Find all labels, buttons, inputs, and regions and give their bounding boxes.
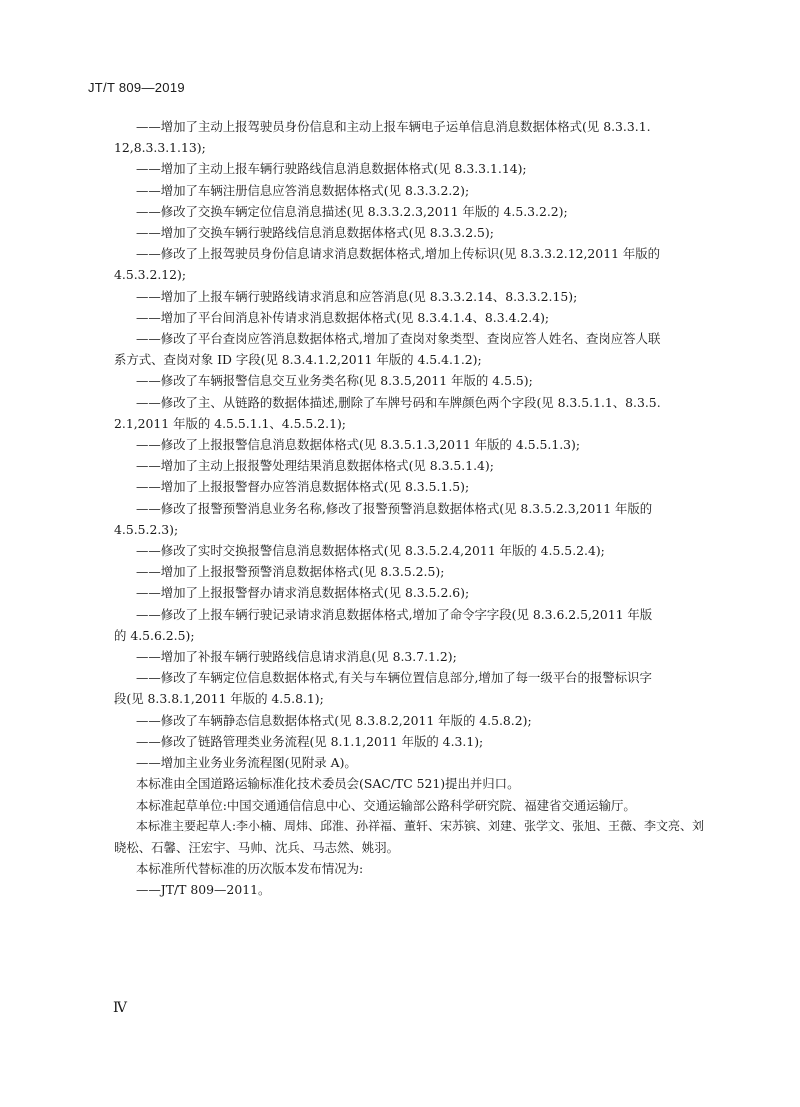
text-line: ——修改了报警预警消息业务名称,修改了报警预警消息数据体格式(见 8.3.5.2.3,2011 年版的 bbox=[136, 500, 653, 516]
text-line: ——修改了链路管理类业务流程(见 8.1.1,2011 年版的 4.3.1); bbox=[136, 733, 484, 749]
text-line: 本标准所代替标准的历次版本发布情况为: bbox=[136, 861, 364, 877]
text-line: ——增加了主动上报车辆行驶路线信息消息数据体格式(见 8.3.3.1.14); bbox=[136, 161, 527, 177]
text-line: ——增加了主动上报驾驶员身份信息和主动上报车辆电子运单信息消息数据体格式(见 8.3.3.1. bbox=[136, 119, 651, 134]
text-line: ——修改了平台查岗应答消息数据体格式,增加了查岗对象类型、查岗应答人姓名、查岗应答人联 bbox=[136, 331, 661, 347]
text-line: ——增加了上报报警预警消息数据体格式(见 8.3.5.2.5); bbox=[136, 564, 445, 580]
text-line: 4.5.3.2.12); bbox=[114, 267, 187, 283]
text-line: ——修改了车辆定位信息数据体格式,有关与车辆位置信息部分,增加了每一级平台的报警标识字 bbox=[136, 670, 652, 686]
text-line: ——增加了上报报警督办应答消息数据体格式(见 8.3.5.1.5); bbox=[136, 479, 470, 495]
text-line: 4.5.5.2.3); bbox=[114, 521, 179, 537]
text-line: ——增加了补报车辆行驶路线信息请求消息(见 8.3.7.1.2); bbox=[136, 649, 457, 665]
text-line: 本标准主要起草人:李小楠、周炜、邱淮、孙祥福、董轩、宋苏镔、刘建、张学文、张旭、王薇、李文亮、刘 bbox=[136, 818, 705, 833]
text-line: 系方式、查岗对象 ID 字段(见 8.3.4.1.2,2011 年版的 4.5.4.1.2); bbox=[114, 352, 482, 368]
document-body bbox=[114, 116, 704, 901]
text-line: 本标准由全国道路运输标准化技术委员会(SAC/TC 521)提出并归口。 bbox=[136, 776, 520, 792]
text-line: ——修改了上报车辆行驶记录请求消息数据体格式,增加了命令字字段(见 8.3.6.2.5,2011 年版 bbox=[136, 606, 653, 622]
text-line: ——增加了平台间消息补传请求消息数据体格式(见 8.3.4.1.4、8.3.4.2.4); bbox=[136, 309, 550, 325]
text-line: ——修改了实时交换报警信息消息数据体格式(见 8.3.5.2.4,2011 年版的 4.5.5.2.4); bbox=[136, 543, 605, 559]
text-line: ——增加了上报报警督办请求消息数据体格式(见 8.3.5.2.6); bbox=[136, 585, 470, 601]
text-line: ——增加了车辆注册信息应答消息数据体格式(见 8.3.3.2.2); bbox=[136, 182, 470, 198]
text-line: ——增加了上报车辆行驶路线请求消息和应答消息(见 8.3.3.2.14、8.3.3.2.15); bbox=[136, 288, 578, 304]
text-line: ——修改了车辆静态信息数据体格式(见 8.3.8.2,2011 年版的 4.5.8.2); bbox=[136, 712, 532, 728]
text-line: ——修改了主、从链路的数据体描述,删除了车牌号码和车牌颜色两个字段(见 8.3.5.1.1、8.3.5. bbox=[136, 394, 661, 410]
text-line: ——增加主业务业务流程图(见附录 A)。 bbox=[136, 755, 357, 771]
standard-number: JT/T 809—2019 bbox=[88, 80, 185, 95]
text-line: 晓松、石馨、汪宏宇、马帅、沈兵、马志然、姚羽。 bbox=[114, 839, 399, 855]
text-line: ——增加了交换车辆行驶路线信息消息数据体格式(见 8.3.3.2.5); bbox=[136, 225, 494, 241]
text-line: ——修改了车辆报警信息交互业务类名称(见 8.3.5,2011 年版的 4.5.5); bbox=[136, 373, 533, 389]
text-line: 的 4.5.6.2.5); bbox=[114, 627, 195, 643]
text-line: 段(见 8.3.8.1,2011 年版的 4.5.8.1); bbox=[114, 691, 324, 707]
text-line: ——增加了主动上报报警处理结果消息数据体格式(见 8.3.5.1.4); bbox=[136, 458, 494, 474]
text-line: 12,8.3.3.1.13); bbox=[114, 140, 206, 156]
text-line: ——修改了上报驾驶员身份信息请求消息数据体格式,增加上传标识(见 8.3.3.2.12,2011 年版的 bbox=[136, 246, 661, 262]
page-number: Ⅳ bbox=[113, 1000, 127, 1016]
text-line: ——JT/T 809—2011。 bbox=[136, 882, 271, 898]
text-line: ——修改了上报报警信息消息数据体格式(见 8.3.5.1.3,2011 年版的 4.5.5.1.3); bbox=[136, 437, 581, 453]
text-line: 2.1,2011 年版的 4.5.5.1.1、4.5.5.2.1); bbox=[114, 415, 346, 431]
text-line: ——修改了交换车辆定位信息消息描述(见 8.3.3.2.3,2011 年版的 4.5.3.2.2); bbox=[136, 203, 568, 219]
text-line: 本标准起草单位:中国交通通信信息中心、交通运输部公路科学研究院、福建省交通运输厅。 bbox=[136, 797, 636, 813]
